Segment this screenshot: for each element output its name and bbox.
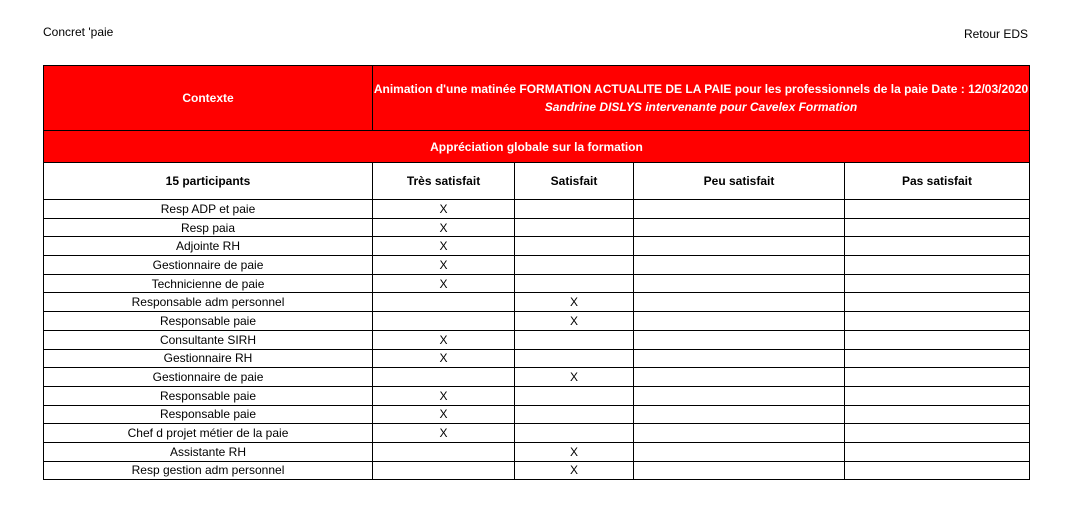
table-row [44,218,1030,237]
pas-satisfait-cell [845,461,1030,480]
peu-satisfait-cell [634,256,845,275]
satisfait-cell: X [515,293,634,312]
sheet-title: Concret 'paie [43,25,114,39]
participant-cell: Resp gestion adm personnel [44,461,373,480]
column-header-participants: 15 participants [44,163,373,200]
participant-cell: Resp ADP et paie [44,200,373,219]
table-row [44,237,1030,256]
context-row [44,66,1030,131]
table-row [44,405,1030,424]
table-row [44,330,1030,349]
satisfait-cell [515,200,634,219]
satisfait-cell: X [515,368,634,387]
peu-satisfait-cell [634,274,845,293]
peu-satisfait-cell [634,293,845,312]
participant-cell: Technicienne de paie [44,274,373,293]
pas-satisfait-cell [845,368,1030,387]
participant-cell: Responsable paie [44,312,373,331]
context-line-1: Animation d'une matinée FORMATION ACTUALITE DE LA PAIE pour les professionnels de la paie Date : 12/03/2020 [373,82,1029,96]
participant-cell: Responsable adm personnel [44,293,373,312]
tres-satisfait-cell: X [373,330,515,349]
peu-satisfait-cell [634,368,845,387]
tres-satisfait-cell: X [373,274,515,293]
tres-satisfait-cell: X [373,386,515,405]
tres-satisfait-cell: X [373,349,515,368]
pas-satisfait-cell [845,218,1030,237]
participant-cell: Adjointe RH [44,237,373,256]
tres-satisfait-cell [373,293,515,312]
satisfait-cell: X [515,461,634,480]
tres-satisfait-cell: X [373,256,515,275]
table-row [44,461,1030,480]
satisfait-cell [515,330,634,349]
peu-satisfait-cell [634,424,845,443]
peu-satisfait-cell [634,330,845,349]
pas-satisfait-cell [845,405,1030,424]
tres-satisfait-cell: X [373,237,515,256]
tres-satisfait-cell [373,461,515,480]
table-row [44,349,1030,368]
pas-satisfait-cell [845,424,1030,443]
pas-satisfait-cell [845,386,1030,405]
peu-satisfait-cell [634,237,845,256]
satisfait-cell [515,256,634,275]
peu-satisfait-cell [634,218,845,237]
satisfait-cell [515,274,634,293]
tres-satisfait-cell: X [373,200,515,219]
satisfait-cell [515,237,634,256]
pas-satisfait-cell [845,442,1030,461]
participant-cell: Assistante RH [44,442,373,461]
table-row [44,274,1030,293]
pas-satisfait-cell [845,237,1030,256]
table-row [44,200,1030,219]
satisfait-cell [515,218,634,237]
peu-satisfait-cell [634,386,845,405]
tres-satisfait-cell [373,442,515,461]
tres-satisfait-cell: X [373,405,515,424]
tres-satisfait-cell [373,312,515,331]
peu-satisfait-cell [634,461,845,480]
peu-satisfait-cell [634,442,845,461]
participant-cell: Responsable paie [44,405,373,424]
participant-cell: Gestionnaire RH [44,349,373,368]
table-row [44,312,1030,331]
participant-cell: Gestionnaire de paie [44,256,373,275]
appreciation-row [44,131,1030,163]
peu-satisfait-cell [634,200,845,219]
satisfait-cell [515,405,634,424]
participant-cell: Gestionnaire de paie [44,368,373,387]
evaluation-table [43,65,1030,480]
column-header-peu-satisfait: Peu satisfait [634,163,845,200]
context-line-2: Sandrine DISLYS intervenante pour Cavelex Formation [544,100,858,114]
table-row [44,293,1030,312]
pas-satisfait-cell [845,293,1030,312]
peu-satisfait-cell [634,312,845,331]
participant-cell: Resp paia [44,218,373,237]
pas-satisfait-cell [845,312,1030,331]
context-description [373,66,1030,131]
pas-satisfait-cell [845,274,1030,293]
participant-cell: Chef d projet métier de la paie [44,424,373,443]
table-row [44,386,1030,405]
tres-satisfait-cell: X [373,424,515,443]
satisfait-cell [515,386,634,405]
peu-satisfait-cell [634,405,845,424]
peu-satisfait-cell [634,349,845,368]
table-row [44,256,1030,275]
tres-satisfait-cell: X [373,218,515,237]
appreciation-label: Appréciation globale sur la formation [44,131,1030,163]
participant-cell: Responsable paie [44,386,373,405]
tres-satisfait-cell [373,368,515,387]
table-row [44,368,1030,387]
back-to-eds-link[interactable]: Retour EDS [963,27,1028,41]
participant-cell: Consultante SIRH [44,330,373,349]
satisfait-cell: X [515,442,634,461]
column-header-satisfait: Satisfait [515,163,634,200]
column-header-pas-satisfait: Pas satisfait [845,163,1030,200]
context-label: Contexte [44,66,373,131]
table-row [44,442,1030,461]
table-row [44,424,1030,443]
pas-satisfait-cell [845,256,1030,275]
satisfait-cell: X [515,312,634,331]
column-header-tres-satisfait: Très satisfait [373,163,515,200]
column-header-row [44,163,1030,200]
pas-satisfait-cell [845,349,1030,368]
pas-satisfait-cell [845,200,1030,219]
satisfait-cell [515,349,634,368]
pas-satisfait-cell [845,330,1030,349]
satisfait-cell [515,424,634,443]
